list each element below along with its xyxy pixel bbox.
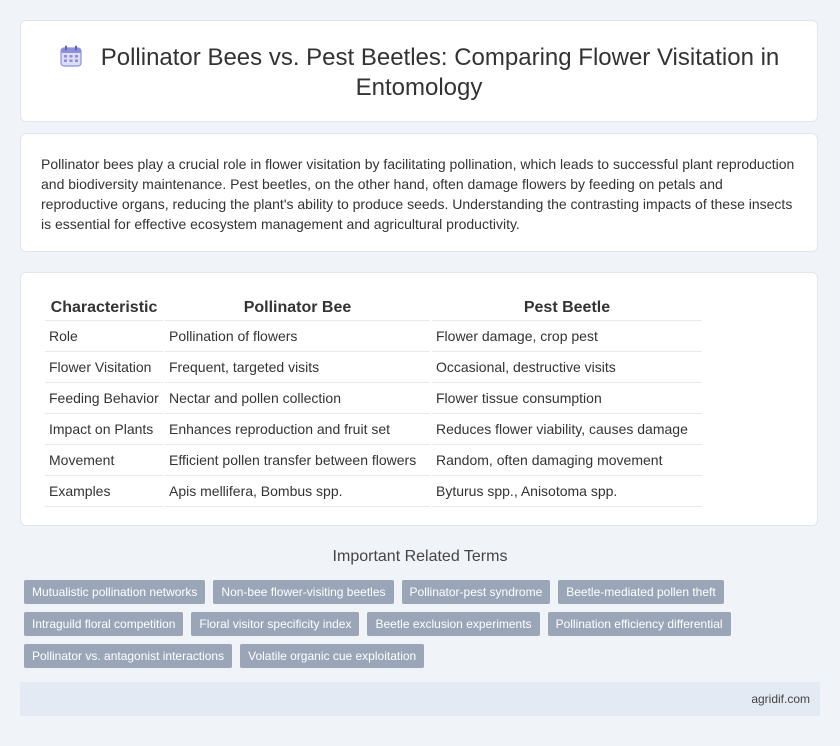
table-cell: Pollination of flowers (165, 321, 430, 352)
header (21, 43, 817, 103)
table-header-row (45, 295, 702, 321)
related-term-tag[interactable]: Pollination efficiency differential (548, 612, 731, 636)
table-cell: Feeding Behavior (45, 383, 163, 414)
table-cell: Frequent, targeted visits (165, 352, 430, 383)
intro-paragraph: Pollinator bees play a crucial role in flower visitation by facilitating pollination, which leads to successful plant reproduction and biodiversity maintenance. Pest beetles, on the other hand, often damage flowers by feeding on petals and reproductive organs, reducing the plant's ability to produce seeds. Understanding the contrasting impacts of these insects is essential for effective ecosystem management and agricultural productivity. (41, 156, 795, 232)
intro-card (20, 133, 818, 252)
footer (20, 682, 820, 716)
page-title (51, 43, 787, 103)
table-cell: Impact on Plants (45, 414, 163, 445)
table-cell: Efficient pollen transfer between flowers (165, 445, 430, 476)
table-cell: Random, often damaging movement (432, 445, 702, 476)
table-cell: Nectar and pollen collection (165, 383, 430, 414)
calendar-icon (59, 44, 83, 68)
related-term-tag[interactable]: Floral visitor specificity index (191, 612, 359, 636)
table-cell: Enhances reproduction and fruit set (165, 414, 430, 445)
table-cell: Reduces flower viability, causes damage (432, 414, 702, 445)
related-term-tag[interactable]: Pollinator vs. antagonist interactions (24, 644, 232, 668)
comparison-table-card (20, 272, 818, 526)
related-term-tag[interactable]: Intraguild floral competition (24, 612, 183, 636)
table-cell: Occasional, destructive visits (432, 352, 702, 383)
table-row (45, 321, 702, 352)
related-term-tag[interactable]: Beetle exclusion experiments (367, 612, 539, 636)
page-title-text: Pollinator Bees vs. Pest Beetles: Comparing Flower Visitation in Entomology (100, 44, 780, 101)
table-row (45, 352, 702, 383)
related-terms-title: Important Related Terms (332, 548, 508, 565)
table-cell: Examples (45, 476, 163, 507)
table-row (45, 383, 702, 414)
table-cell: Role (45, 321, 163, 352)
related-term-tag[interactable]: Mutualistic pollination networks (24, 580, 205, 604)
table-row (45, 445, 702, 476)
table-row (45, 476, 702, 507)
column-header: Pest Beetle (432, 295, 702, 321)
related-term-tag[interactable]: Beetle-mediated pollen theft (558, 580, 723, 604)
comparison-table (43, 295, 704, 507)
table-row (45, 414, 702, 445)
header-card (20, 20, 818, 122)
table-cell: Movement (45, 445, 163, 476)
related-term-tag[interactable]: Volatile organic cue exploitation (240, 644, 424, 668)
related-term-tag[interactable]: Pollinator-pest syndrome (402, 580, 551, 604)
table-cell: Apis mellifera, Bombus spp. (165, 476, 430, 507)
related-terms-tags (24, 580, 794, 668)
related-term-tag[interactable]: Non-bee flower-visiting beetles (213, 580, 393, 604)
table-cell: Flower Visitation (45, 352, 163, 383)
table-cell: Flower damage, crop pest (432, 321, 702, 352)
footer-site-link[interactable]: agridif.com (751, 692, 810, 706)
column-header: Characteristic (45, 295, 163, 321)
column-header: Pollinator Bee (165, 295, 430, 321)
table-cell: Flower tissue consumption (432, 383, 702, 414)
table-cell: Byturus spp., Anisotoma spp. (432, 476, 702, 507)
